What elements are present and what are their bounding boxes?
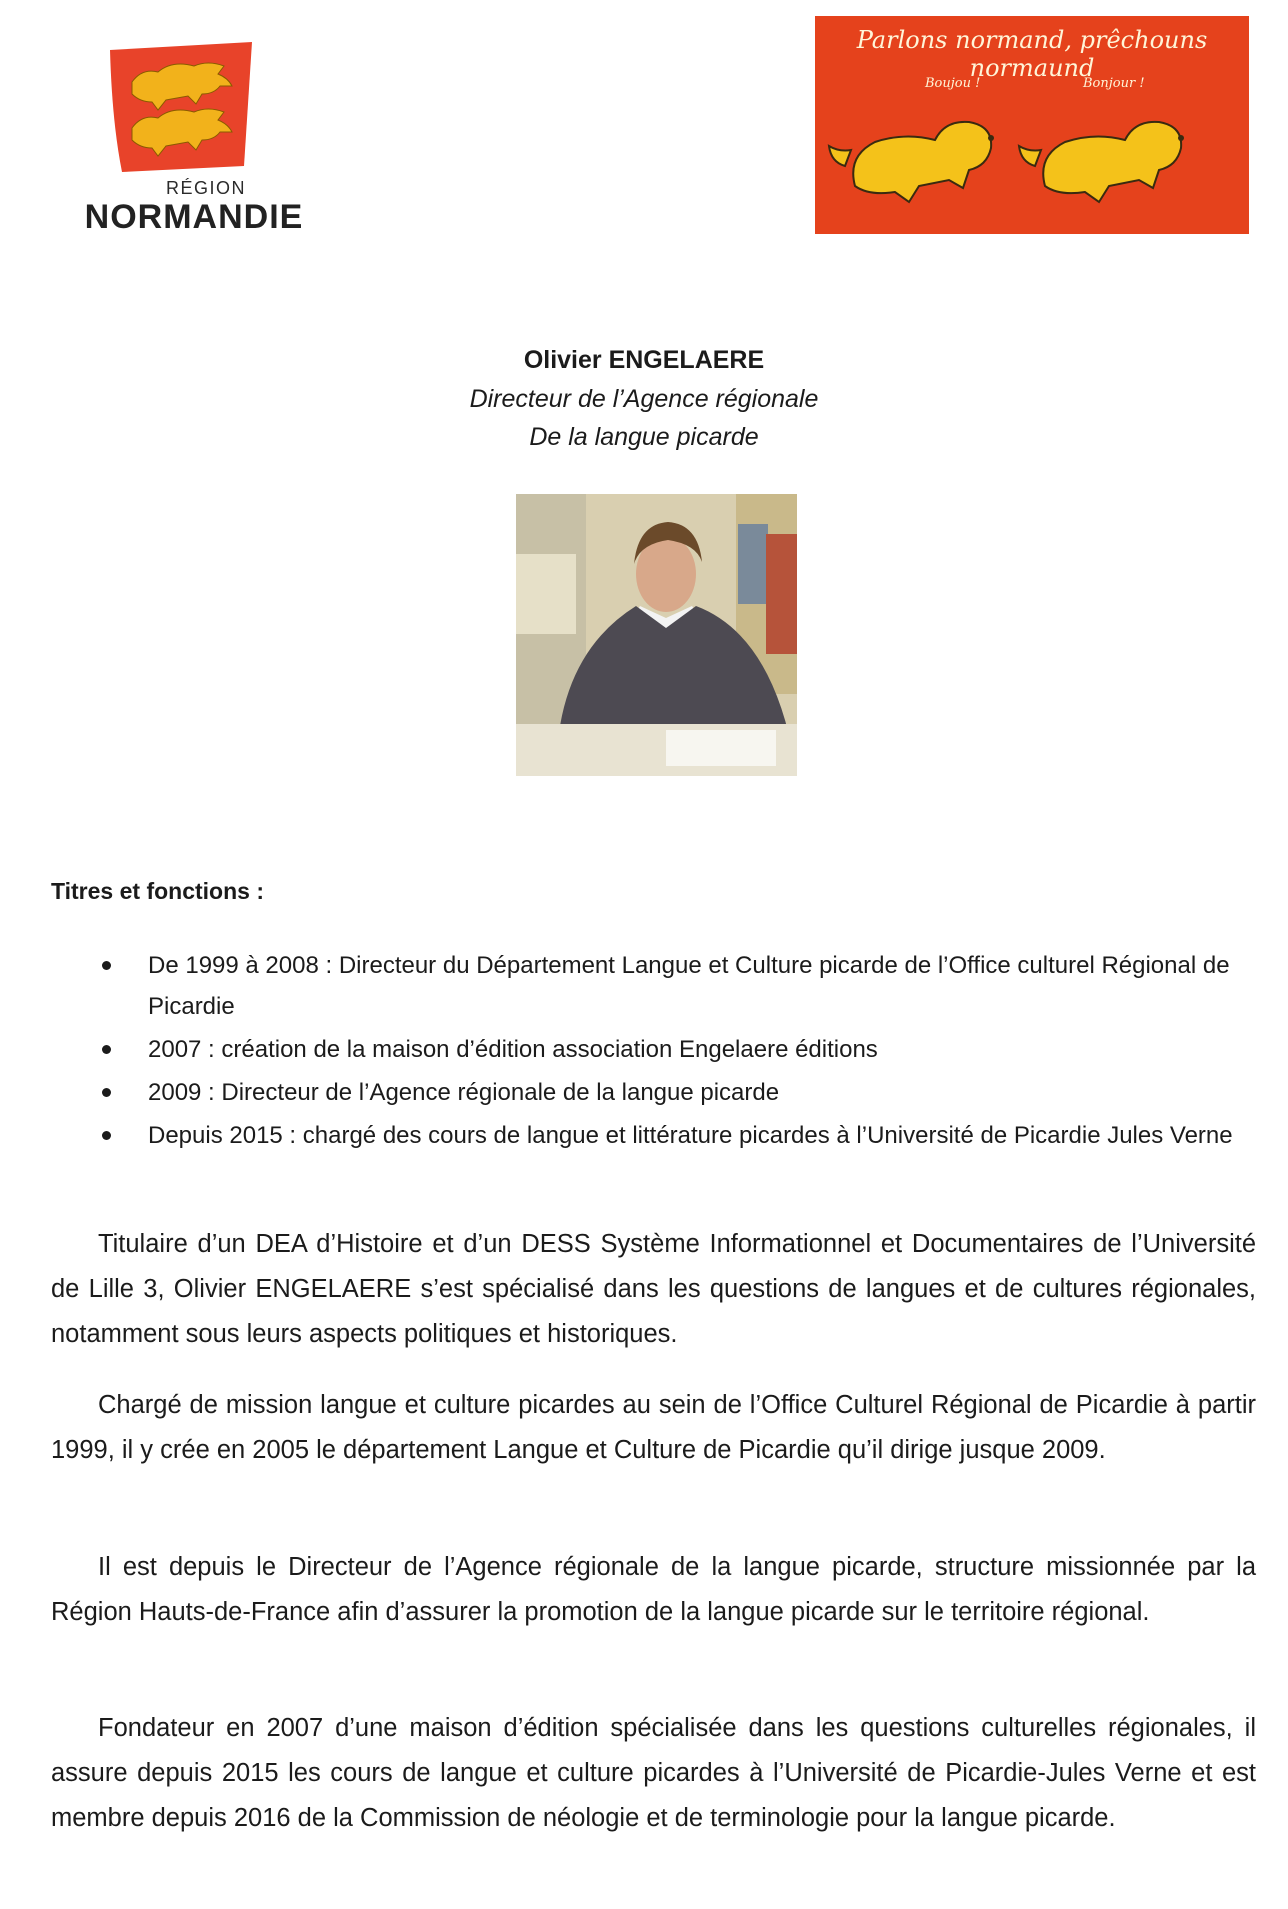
banner-title: Parlons normand, prêchouns normaund: [856, 26, 1208, 82]
logo-region-name: NORMANDIE: [84, 198, 304, 236]
list-item: [96, 1029, 1246, 1070]
bio-paragraph-4: Fondateur en 2007 d’une maison d’édition spécialisée dans les questions culturelles régionales, il assure depuis 2015 les cours de langue et culture picardes à l’Université de Picardie-Jules Verne et est membre depuis 2016 de la Commission de néologie et de terminologie pour la langue picarde.: [51, 1714, 1256, 1832]
bio-paragraph-1: Titulaire d’un DEA d’Histoire et d’un DESS Système Informationnel et Documentaires de l’Université de Lille 3, Olivier ENGELAERE s’est spécialisé dans les questions de langues et de cultures régionales, notamment sous leurs aspects politiques et historiques.: [51, 1230, 1256, 1348]
list-item-text: Depuis 2015 : chargé des cours de langue et littérature picardes à l’Université de Picardie Jules Verne: [148, 1122, 1233, 1149]
bullet-icon: [102, 961, 111, 970]
portrait-photo: [516, 494, 797, 776]
normand-banner: [815, 16, 1249, 234]
person-name: Olivier ENGELAERE: [523, 346, 765, 374]
list-item: [96, 945, 1246, 1027]
titles-list: [96, 945, 1246, 1158]
normandy-flag-icon: [102, 42, 262, 172]
bio-paragraph-2: Chargé de mission langue et culture picardes au sein de l’Office Culturel Régional de Picardie à partir 1999, il y crée en 2005 le département Langue et Culture de Picardie qu’il dirige jusque 2009.: [51, 1391, 1256, 1464]
person-role-line1: Directeur de l’Agence régionale: [469, 385, 819, 413]
speech-bubble-right: Bonjour !: [1083, 76, 1145, 91]
bullet-icon: [102, 1045, 111, 1054]
list-item: [96, 1072, 1246, 1113]
person-role-line2: De la langue picarde: [529, 423, 759, 451]
bullet-icon: [102, 1131, 111, 1140]
person-header: [0, 340, 1288, 456]
list-item-text: 2009 : Directeur de l’Agence régionale de la langue picarde: [148, 1079, 780, 1106]
bullet-icon: [102, 1088, 111, 1097]
bio-paragraph-3: Il est depuis le Directeur de l’Agence régionale de la langue picarde, structure missionnée par la Région Hauts-de-France afin d’assurer la promotion de la langue picarde sur le territoire régional.: [51, 1553, 1256, 1626]
list-item-text: De 1999 à 2008 : Directeur du Département Langue et Culture picarde de l’Office culturel Régional de Picardie: [148, 952, 1230, 1020]
logo-region-label: RÉGION: [165, 178, 246, 198]
speech-bubble-left: Boujou !: [925, 76, 981, 91]
list-item-text: 2007 : création de la maison d’édition association Engelaere éditions: [148, 1036, 878, 1063]
list-item: [96, 1115, 1246, 1156]
region-normandie-logo: [74, 42, 314, 242]
titles-heading: Titres et fonctions :: [51, 878, 264, 904]
